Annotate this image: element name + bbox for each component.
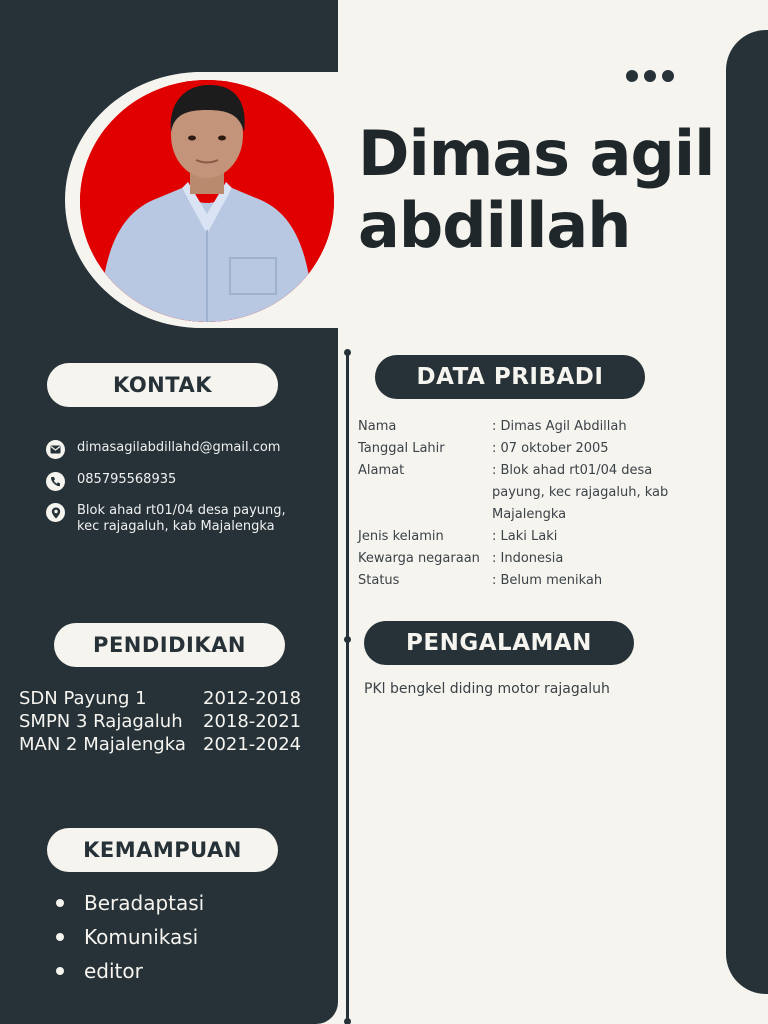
school-name: SMPN 3 Rajagaluh: [19, 711, 183, 732]
school-years: 2018-2021: [203, 711, 302, 732]
skill-item: Komunikasi: [56, 920, 204, 954]
education-row: [19, 710, 301, 733]
school-years: 2021-2024: [203, 734, 302, 755]
contact-phone: [46, 472, 176, 491]
data-key: Nama: [358, 419, 397, 434]
profile-photo: [80, 80, 334, 322]
pendidikan-heading: PENDIDIKAN: [54, 623, 285, 667]
education-list: [19, 687, 301, 756]
full-name-title: Dimas agil abdillah: [358, 117, 715, 262]
pengalaman-heading: PENGALAMAN: [364, 621, 634, 665]
timeline-line: [346, 350, 349, 1024]
timeline-dot: [344, 1018, 351, 1024]
timeline-dot: [344, 636, 351, 643]
data-value: : Indonesia: [492, 551, 564, 566]
email-text: dimasagilabdillahd@gmail.com: [77, 440, 281, 455]
skill-item: editor: [56, 954, 204, 988]
data-value: : 07 oktober 2005: [492, 441, 609, 456]
school-years: 2012-2018: [203, 688, 302, 709]
phone-text: 085795568935: [77, 472, 177, 487]
data-value: : Blok ahad rt01/04 desa payung, kec rajagaluh, kab Majalengka: [492, 463, 669, 522]
timeline-dot: [344, 349, 351, 356]
skill-item: Beradaptasi: [56, 886, 204, 920]
data-row: [358, 548, 708, 570]
location-icon: [46, 503, 65, 522]
kemampuan-heading: KEMAMPUAN: [47, 828, 278, 872]
experience-text: PKl bengkel diding motor rajagaluh: [364, 681, 610, 697]
data-value: : Laki Laki: [492, 529, 558, 544]
education-row: [19, 687, 301, 710]
education-row: [19, 733, 301, 756]
contact-email: [46, 440, 280, 459]
skills-list: [56, 886, 204, 988]
data-value: : Belum menikah: [492, 573, 603, 588]
phone-icon: [46, 472, 65, 491]
data-key: Alamat: [358, 463, 405, 478]
address-text: Blok ahad rt01/04 desa payung, kec rajagaluh, kab Majalengka: [77, 503, 286, 534]
person-portrait-image: [80, 80, 334, 322]
data-key: Tanggal Lahir: [358, 441, 445, 456]
data-row: [358, 460, 708, 526]
email-icon: [46, 440, 65, 459]
data-pribadi-heading: DATA PRIBADI: [375, 355, 645, 399]
more-dots-icon: [626, 70, 674, 82]
data-key: Jenis kelamin: [358, 529, 444, 544]
right-decorative-bar: [726, 30, 768, 994]
data-row: [358, 416, 708, 438]
school-name: MAN 2 Majalengka: [19, 734, 186, 755]
data-key: Kewarga negaraan: [358, 551, 480, 566]
data-row: [358, 526, 708, 548]
kontak-heading: KONTAK: [47, 363, 278, 407]
school-name: SDN Payung 1: [19, 688, 147, 709]
data-key: Status: [358, 573, 400, 588]
data-row: [358, 438, 708, 460]
data-row: [358, 570, 708, 592]
contact-address: [46, 503, 297, 535]
data-value: : Dimas Agil Abdillah: [492, 419, 627, 434]
personal-data-table: [358, 416, 708, 592]
